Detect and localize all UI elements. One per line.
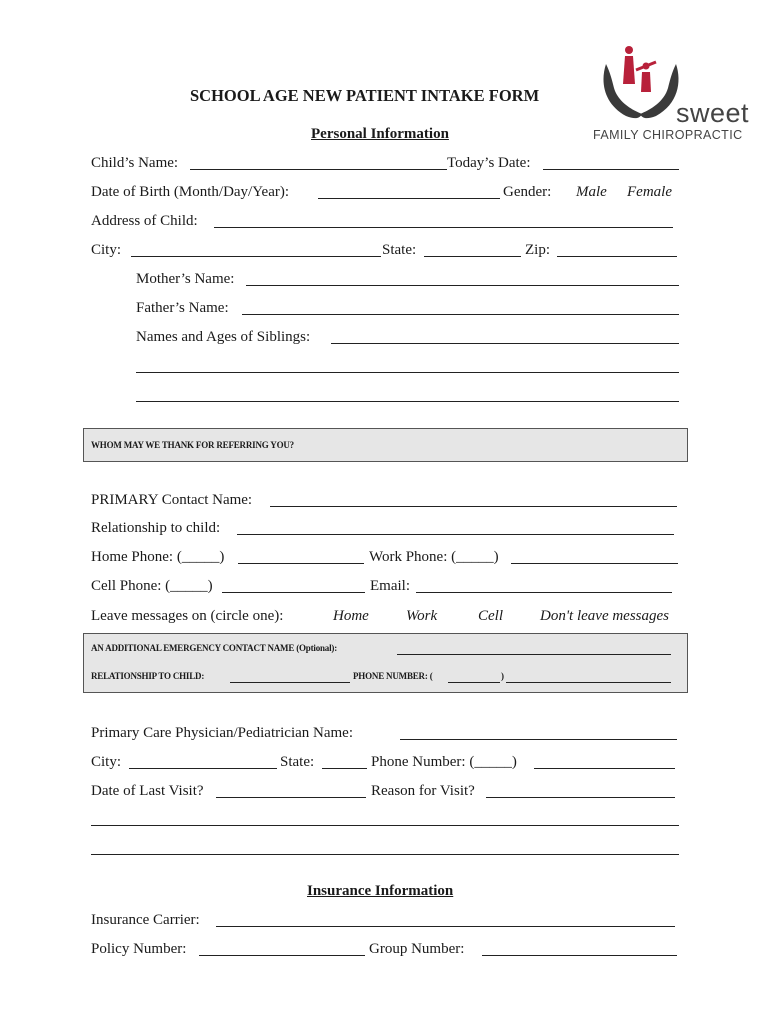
emergency-relationship-label: RELATIONSHIP TO CHILD:	[91, 671, 205, 681]
mother-name-field[interactable]	[246, 285, 679, 286]
home-phone-field[interactable]	[238, 563, 364, 564]
city-field[interactable]	[131, 256, 381, 257]
physician-state-label: State:	[280, 754, 315, 770]
todays-date-label: Today’s Date:	[447, 155, 531, 171]
logo-name: sweet	[676, 98, 750, 128]
zip-field[interactable]	[557, 256, 677, 257]
dob-label: Date of Birth (Month/Day/Year):	[91, 184, 290, 200]
city-label: City:	[91, 242, 122, 258]
primary-contact-label: PRIMARY Contact Name:	[91, 492, 253, 508]
referral-label: WHOM MAY WE THANK FOR REFERRING YOU?	[91, 440, 294, 450]
message-option-work[interactable]: Work	[406, 608, 438, 624]
siblings-label: Names and Ages of Siblings:	[136, 329, 311, 345]
emergency-relationship-field[interactable]	[230, 682, 350, 683]
work-phone-label: Work Phone: (_____)	[369, 549, 499, 565]
group-number-field[interactable]	[482, 955, 677, 956]
leave-messages-label: Leave messages on (circle one):	[91, 608, 284, 624]
gender-label: Gender:	[503, 184, 552, 200]
zip-label: Zip:	[525, 242, 550, 258]
message-option-none[interactable]: Don't leave messages	[540, 608, 670, 624]
relationship-field[interactable]	[237, 534, 674, 535]
referral-box[interactable]	[83, 428, 688, 462]
home-phone-label: Home Phone: (_____)	[91, 549, 225, 565]
physician-state-field[interactable]	[322, 768, 367, 769]
physician-city-label: City:	[91, 754, 122, 770]
address-field[interactable]	[214, 227, 673, 228]
physician-name-field[interactable]	[400, 739, 677, 740]
mother-name-label: Mother’s Name:	[136, 271, 235, 287]
relationship-label: Relationship to child:	[91, 520, 221, 536]
child-name-label: Child’s Name:	[91, 155, 179, 171]
siblings-field-line-2[interactable]	[136, 372, 679, 373]
physician-phone-label: Phone Number: (_____)	[371, 754, 517, 770]
reason-field-line-3[interactable]	[91, 854, 679, 855]
address-label: Address of Child:	[91, 213, 198, 229]
emergency-area-code-field[interactable]	[448, 682, 500, 683]
policy-number-field[interactable]	[199, 955, 365, 956]
cell-phone-field[interactable]	[222, 592, 365, 593]
email-field[interactable]	[416, 592, 672, 593]
state-field[interactable]	[424, 256, 521, 257]
siblings-field[interactable]	[331, 343, 679, 344]
insurance-carrier-label: Insurance Carrier:	[91, 912, 200, 928]
emergency-phone-close: )	[501, 671, 504, 681]
logo-subtitle: FAMILY CHIROPRACTIC	[593, 128, 743, 142]
gender-option-female[interactable]: Female	[627, 184, 672, 200]
work-phone-field[interactable]	[511, 563, 678, 564]
section-heading-insurance: Insurance Information	[307, 883, 454, 899]
insurance-carrier-field[interactable]	[216, 926, 675, 927]
emergency-phone-label: PHONE NUMBER: (	[353, 671, 433, 681]
reason-field-line-2[interactable]	[91, 825, 679, 826]
reason-field[interactable]	[486, 797, 675, 798]
emergency-name-field[interactable]	[397, 654, 671, 655]
father-name-field[interactable]	[242, 314, 679, 315]
group-number-label: Group Number:	[369, 941, 465, 957]
hands-family-icon	[596, 44, 686, 124]
father-name-label: Father’s Name:	[136, 300, 229, 316]
dob-field[interactable]	[318, 198, 500, 199]
physician-name-label: Primary Care Physician/Pediatrician Name:	[91, 725, 354, 741]
policy-number-label: Policy Number:	[91, 941, 187, 957]
cell-phone-label: Cell Phone: (_____)	[91, 578, 213, 594]
todays-date-field[interactable]	[543, 169, 679, 170]
message-option-home[interactable]: Home	[333, 608, 369, 624]
section-heading-personal: Personal Information	[311, 126, 449, 142]
email-label: Email:	[370, 578, 410, 594]
emergency-contact-box	[83, 633, 688, 693]
physician-city-field[interactable]	[129, 768, 277, 769]
message-option-cell[interactable]: Cell	[478, 608, 503, 624]
last-visit-label: Date of Last Visit?	[91, 783, 204, 799]
reason-label: Reason for Visit?	[371, 783, 475, 799]
last-visit-field[interactable]	[216, 797, 366, 798]
child-name-field[interactable]	[190, 169, 447, 170]
emergency-phone-field[interactable]	[506, 682, 671, 683]
siblings-field-line-3[interactable]	[136, 401, 679, 402]
state-label: State:	[382, 242, 417, 258]
page-title: SCHOOL AGE NEW PATIENT INTAKE FORM	[190, 86, 540, 105]
emergency-name-label: AN ADDITIONAL EMERGENCY CONTACT NAME (Optional):	[91, 643, 338, 653]
gender-option-male[interactable]: Male	[576, 184, 607, 200]
physician-phone-field[interactable]	[534, 768, 675, 769]
primary-contact-field[interactable]	[270, 506, 677, 507]
